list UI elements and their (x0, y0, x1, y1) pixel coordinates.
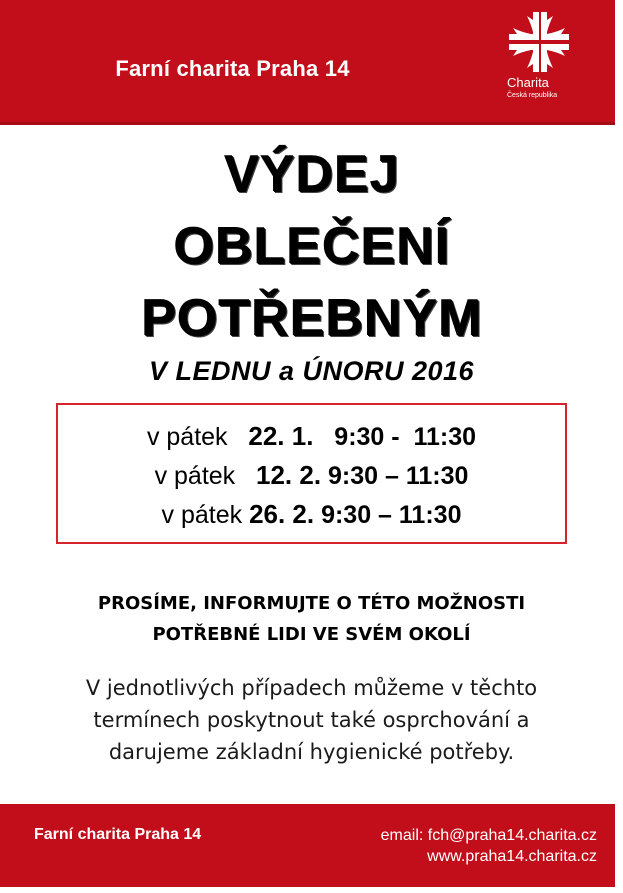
date-day: v pátek (154, 462, 236, 490)
title-line-1: VÝDEJ (223, 145, 400, 203)
date-time: 9:30 – 11:30 (321, 501, 462, 529)
info-text (0, 672, 623, 768)
dates-box (56, 403, 567, 544)
date-row (58, 499, 565, 530)
date-time: 9:30 - 11:30 (334, 423, 477, 451)
notice-line-1: PROSÍME, INFORMUJTE O TÉTO MOŽNOSTI (97, 593, 526, 614)
subtitle: V LEDNU a ÚNORU 2016 (148, 356, 475, 386)
date-row (58, 460, 565, 491)
footer-email[interactable]: email: fch@praha14.charita.cz (380, 827, 597, 844)
footer-name: Farní charita Praha 14 (34, 826, 202, 843)
title-line-3: POTŘEBNÝM (140, 289, 483, 347)
date-value: 12. 2. (256, 460, 322, 490)
charita-logo (507, 10, 571, 110)
header-title: Farní charita Praha 14 (115, 56, 350, 81)
date-value: 26. 2. (249, 499, 315, 529)
logo-subtitle: Česká republika (507, 92, 558, 99)
info-line-1: V jednotlivých případech můžeme v těchto (85, 676, 538, 700)
date-row (58, 421, 565, 452)
title-line-2: OBLEČENÍ (173, 217, 450, 275)
date-time: 9:30 – 11:30 (328, 462, 469, 490)
date-value: 22. 1. (248, 421, 314, 451)
charita-cross-icon (507, 10, 571, 74)
date-day: v pátek (146, 423, 228, 451)
date-day: v pátek (161, 501, 243, 529)
footer-web[interactable]: www.praha14.charita.cz (427, 848, 597, 865)
logo-name: Charita (507, 75, 549, 90)
footer-banner (0, 804, 615, 887)
info-line-3: darujeme základní hygienické potřeby. (108, 740, 515, 764)
footer-contact (381, 825, 597, 867)
notice-line-2: POTŘEBNÉ LIDI VE SVÉM OKOLÍ (152, 624, 471, 645)
notice (0, 588, 623, 650)
info-line-2: termínech poskytnout také osprchování a (93, 708, 530, 732)
header-banner (0, 0, 615, 125)
